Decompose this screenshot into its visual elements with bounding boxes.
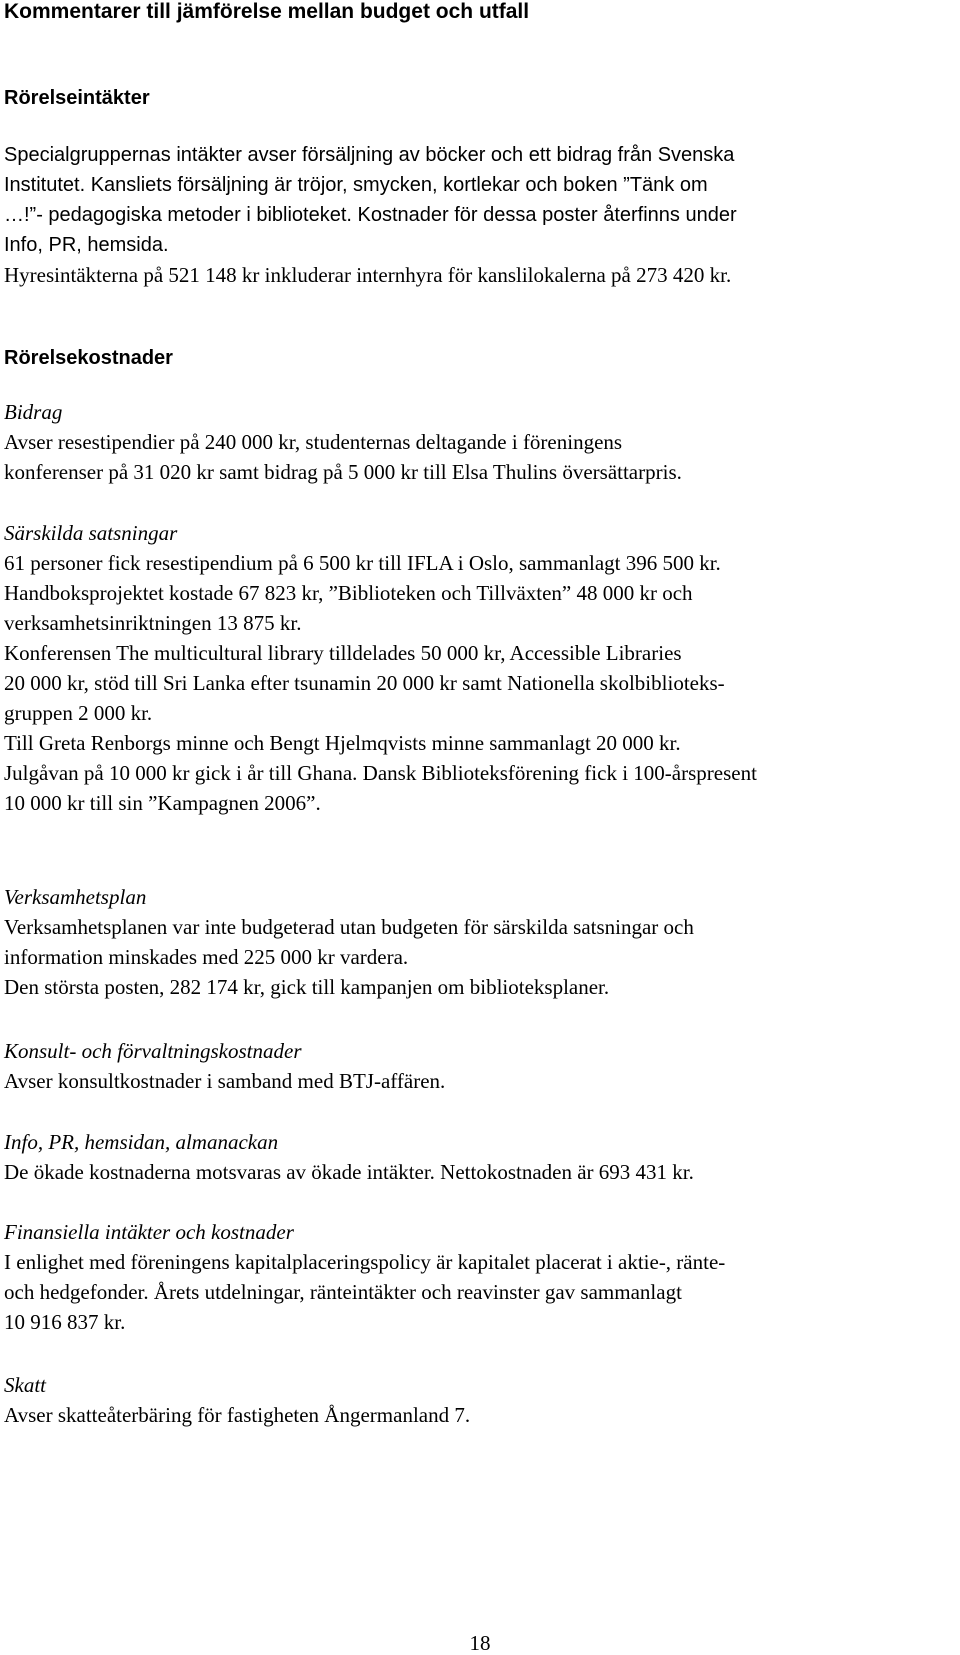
text-line: konferenser på 31 020 kr samt bidrag på 5 000 kr till Elsa Thulins översättarpris. — [4, 460, 682, 484]
text-line: Till Greta Renborgs minne och Bengt Hjelmqvists minne sammanlagt 20 000 kr. — [4, 731, 681, 755]
text-line: Handboksprojektet kostade 67 823 kr, ”Biblioteken och Tillväxten” 48 000 kr och — [4, 581, 693, 605]
subheading-verksamhetsplan: Verksamhetsplan — [4, 885, 147, 909]
text-line: Verksamhetsplanen var inte budgeterad utan budgeten för särskilda satsningar och — [4, 915, 694, 939]
text-line: gruppen 2 000 kr. — [4, 701, 153, 725]
text-line: De ökade kostnaderna motsvaras av ökade intäkter. Nettokostnaden är 693 431 kr. — [4, 1160, 694, 1184]
section-skatt — [4, 1370, 954, 1430]
text-line: Den största posten, 282 174 kr, gick till kampanjen om biblioteksplaner. — [4, 975, 610, 999]
document-title: Kommentarer till jämförelse mellan budget och utfall — [4, 0, 530, 23]
text-line: Avser konsultkostnader i samband med BTJ-affären. — [4, 1069, 446, 1093]
subheading-bidrag: Bidrag — [4, 400, 63, 424]
text-line: …!”- pedagogiska metoder i biblioteket. Kostnader för dessa poster återfinns under — [4, 204, 737, 226]
text-line: Specialgruppernas intäkter avser försäljning av böcker och ett bidrag från Svenska — [4, 144, 735, 166]
subheading-finansiella: Finansiella intäkter och kostnader — [4, 1220, 294, 1244]
subheading-info-pr: Info, PR, hemsidan, almanackan — [4, 1130, 279, 1154]
section-konsult — [4, 1036, 954, 1096]
section-verksamhetsplan — [4, 882, 954, 1002]
section-sarskilda-satsningar — [4, 518, 954, 818]
text-line: information minskades med 225 000 kr vardera. — [4, 945, 409, 969]
text-line: Julgåvan på 10 000 kr gick i år till Ghana. Dansk Biblioteksförening fick i 100-årspresent — [4, 761, 757, 785]
subheading-konsult: Konsult- och förvaltningskostnader — [4, 1039, 302, 1063]
page-number: 18 — [469, 1631, 491, 1655]
text-line: verksamhetsinriktningen 13 875 kr. — [4, 611, 302, 635]
subheading-skatt: Skatt — [4, 1373, 46, 1397]
section-info-pr — [4, 1127, 954, 1187]
paragraph-rorelseintakter — [4, 140, 954, 290]
text-line: Avser skatteåterbäring för fastigheten Ångermanland 7. — [4, 1403, 471, 1427]
section-bidrag — [4, 397, 954, 487]
heading-rorelsekostnader: Rörelsekostnader — [4, 347, 173, 369]
subheading-sarskilda-satsningar: Särskilda satsningar — [4, 521, 178, 545]
text-line-hyra: Hyresintäkterna på 521 148 kr inkluderar internhyra för kanslilokalerna på 273 420 kr. — [4, 263, 732, 287]
text-line: Info, PR, hemsida. — [4, 234, 169, 256]
text-line: 10 916 837 kr. — [4, 1310, 126, 1334]
text-line: Avser resestipendier på 240 000 kr, studenternas deltagande i föreningens — [4, 430, 623, 454]
section-finansiella — [4, 1217, 954, 1337]
heading-rorelseintakter: Rörelseintäkter — [4, 87, 150, 109]
text-line: Konferensen The multicultural library tilldelades 50 000 kr, Accessible Libraries — [4, 641, 682, 665]
text-line: I enlighet med föreningens kapitalplaceringspolicy är kapitalet placerat i aktie-, ränte- — [4, 1250, 726, 1274]
text-line: 20 000 kr, stöd till Sri Lanka efter tsunamin 20 000 kr samt Nationella skolbiblioteks- — [4, 671, 725, 695]
text-line: och hedgefonder. Årets utdelningar, ränteintäkter och reavinster gav sammanlagt — [4, 1280, 682, 1304]
text-line: 10 000 kr till sin ”Kampagnen 2006”. — [4, 791, 321, 815]
text-line: Institutet. Kansliets försäljning är tröjor, smycken, kortlekar och boken ”Tänk om — [4, 174, 708, 196]
text-line: 61 personer fick resestipendium på 6 500 kr till IFLA i Oslo, sammanlagt 396 500 kr. — [4, 551, 721, 575]
